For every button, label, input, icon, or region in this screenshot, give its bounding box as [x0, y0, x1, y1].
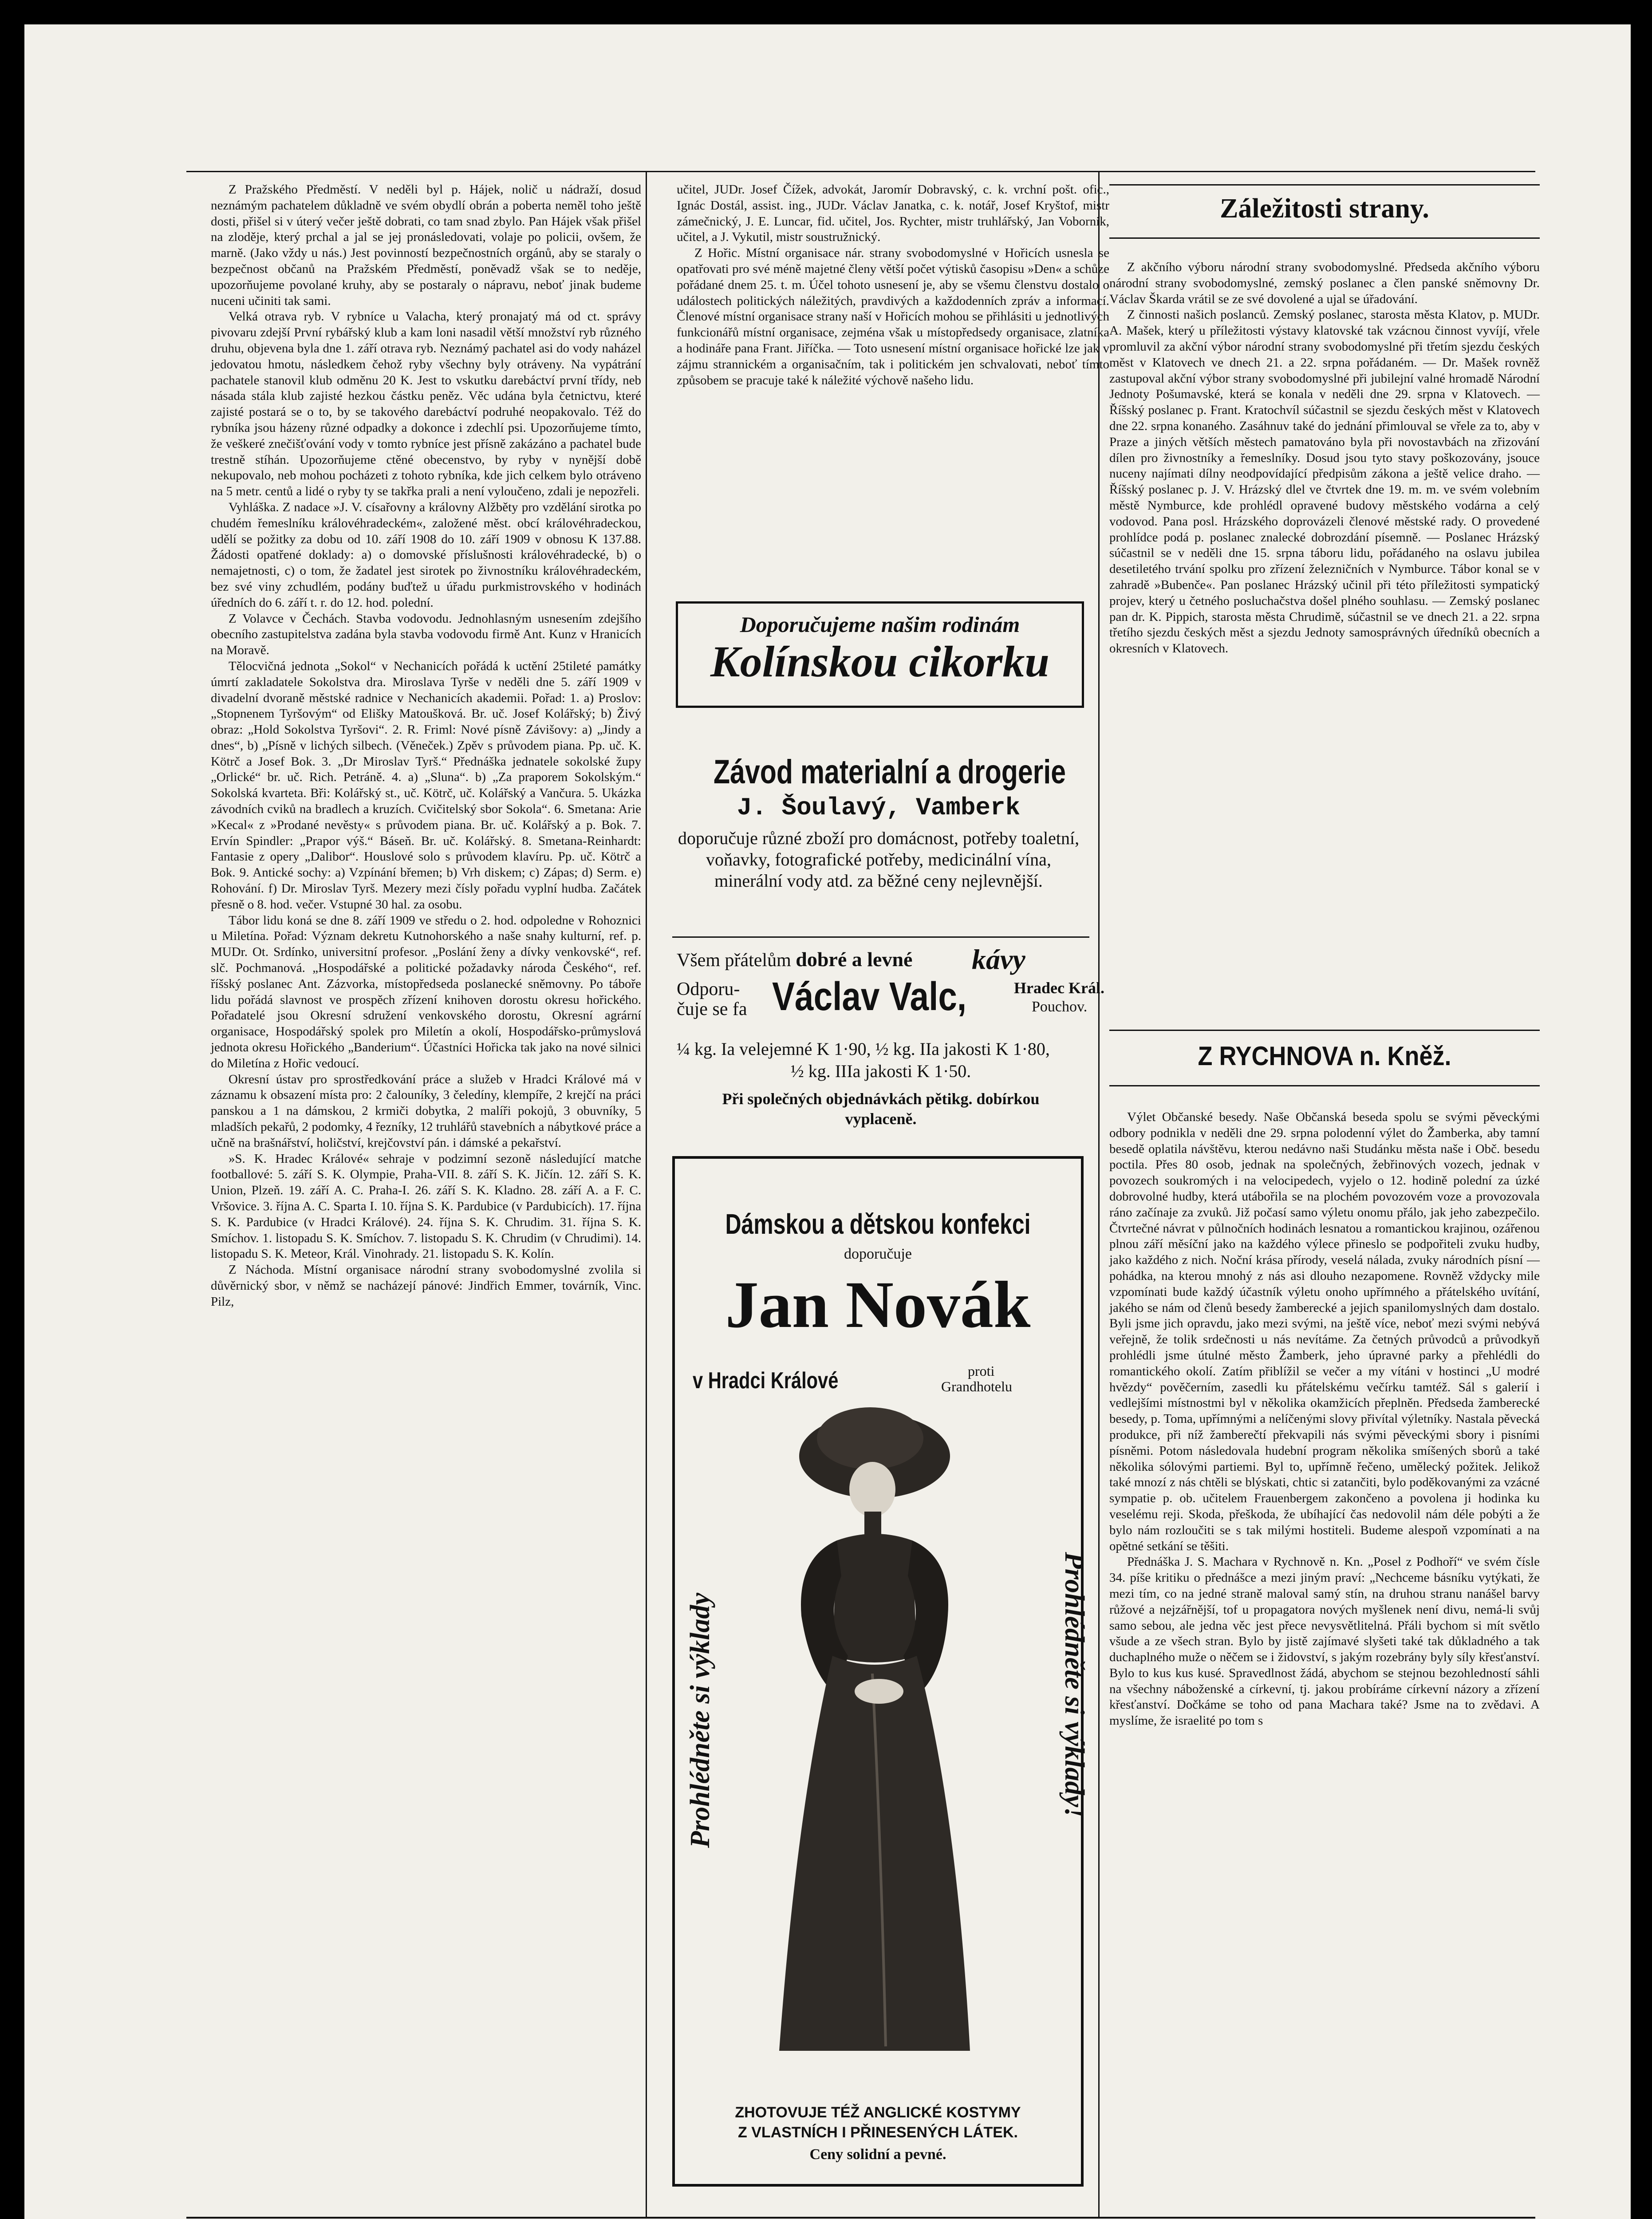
ad-novak-doporucuje: doporučuje — [844, 1246, 912, 1262]
ad-kava-prices2: ½ kg. IIIa jakosti K 1·50. — [790, 1061, 971, 1081]
bodice-shape — [832, 1534, 917, 1662]
ad-drogerie — [672, 752, 1085, 892]
ad-novak-bottom3: Ceny solidní a pevné. — [809, 2146, 946, 2163]
ad-novak-name: Jan Novák — [725, 1268, 1031, 1342]
col3-rule-4 — [1109, 1085, 1540, 1086]
column-2 — [677, 182, 1109, 388]
ad-kava-cuje: čuje se fa — [677, 999, 747, 1019]
lady-illustration — [770, 1407, 979, 2064]
face-shape — [849, 1462, 895, 1517]
ad-kava-note2: vyplaceně. — [845, 1110, 917, 1128]
section-heading-rychnov: Z RYCHNOVA n. Kněž. — [1198, 1041, 1451, 1071]
column-divider-right — [1098, 171, 1100, 2217]
ad-novak-side-left: Prohlédněte si výklady — [685, 1592, 716, 1848]
article-tabor-lidu: Tábor lidu koná se dne 8. září 1909 ve středu o 2. hod. odpoledne v Rohoznici u Miletína. Pořad: Význam dekretu Kutnohorského a naše snahy kulturní, ref. p. MUDr. Ot. Srdínko, universitní profesor. „Poslání ženy a dívky venkovské“, ref. slč. Pochmanová. „Hospodářské a politické požadavky národa Českého“, ref. říšský poslanec Ant. Zázvorka, místopředseda poslanecké sněmovny. Po táboře lidu pořádá slavnost ve prospěch zřízení knihoven dorostu okresu hořického. Pořadatelé jsou Okresní sdružení venkovského dorostu, Okresní agrární organisace, Hospodářský spolek pro Miletín a okolí, Hospodářsko-průmyslová jednota okresu Hořického „Banderium“. Účastníci Hořicka tak jako na nové silnici do Miletína z Hořic vedoucí. — [211, 913, 641, 1070]
ad-kava — [672, 943, 1104, 1134]
newspaper-page — [24, 24, 1631, 2219]
col3-rule-3 — [1109, 1030, 1540, 1031]
article-nachod-continued: učitel, JUDr. Josef Čížek, advokát, Jaromír Dobravský, c. k. vrchní pošt. ofic., Ignác Dostál, assist. ing., JUDr. Václav Janatka, c. k. notář, Josef Kryštof, mistr zámečnický, J. E. Luncar, fid. učitel, Jos. Rychter, mistr truhlářský, Jan Vobornik, učitel, a J. Vykutil, mistr soustružnický. — [677, 182, 1109, 245]
footer-rule — [186, 2217, 1535, 2219]
ad-kava-prices1: ¼ kg. Ia velejemné K 1·90, ½ kg. IIa jakosti K 1·80, — [677, 1039, 1050, 1059]
column-3 — [1109, 260, 1540, 657]
article-vylet-besedy: Výlet Občanské besedy. Naše Občanská beseda spolu se svými pěveckými odbory podnikla v neděli dne 29. srpna polodenní výlet do Žamberka, aby tamní besedě oplatila návštěvu, kterou nedávno naši Studánku města naše i Obč. besedu poctila. Přes 80 osob, jednak na společných, žebřinových vozech, jednak v povozech soukromých i na velocipedech, vyjelo o 12. hodině polední za úzké dobrovolné hudby, která utábořila se na plochém povozovém voze a provozovala ráno začínaje za zvuků. Již počasí samo výletu onomu přálo, jak jeho zabezpečilo. Čtvrtečné návrat v půlnočních hodinách lesnatou a romantickou krajinou, ozářenou plnou září měsíční jako na každého výlece přineslo se podpořiteli zvuku hudby, jako každého z nich. Noční krása přírody, veselá nálada, zvuky národních písní — pohádka, na kterou mnohý z nás asi dlouho nezapomene. Rovněž vždycky mile vzpomínati bude každý účastník výletu onoho upřímného a přátelského uvítání, jakého se nám od členů besedy žamberecké a jejich spanilomyslných dam dostalo. Byli jsme jich opravdu, jako mezi svými, na ještě více, neboť mezi svými nebývá veřejně, že tolik srdečnosti u nás nevítáme. Za četných průvodců a průvodkyň prohlédli jsme útulné město Žamberk, jeho úpravné parky a přehlédli do romantického okolí. Zatím přiblížil se večer a my vítáni v hostinci „U modré hvězdy“ pověčerním, zasedli ku přátelskému večírku tamtéž. Sál s galerií i vedlejšími místnostmi byl v několika okamžicích přeplněn. Předseda žamberecké besedy, p. Toma, upřímnými a nelíčenými slovy přivítal výletníky. Nastala pěvecká produkce, při níž žamberečtí překvapili nás svými pěveckými sbory i pisními písněmi. Potom následovala hudební program několika smíšených sborů a také několika sólovými partiemi. Byl to, upřímně řečeno, umělecký požitek. Jelikož také mnozí z nás chtěli se blýskati, chtic si zatančiti, bylo poděkovanými za vzácné sympatie p. ob. učitelem Frauenbergem zakončeno a povolena ji hodinka ku veselému reji. Skoda, přeškoda, že ubíhající čas nedovolil nám déle pobýti a že bylo nám rozloučiti se s tak milými hostiteli. Budeme alespoň vzpomínati a na opětné setkání se těšiti. — [1109, 1110, 1540, 1553]
ad-cikorka-line1: Doporučujeme našim rodinám — [740, 612, 1020, 637]
hat-crown — [817, 1407, 923, 1469]
ad-drogerie-text: doporučuje různé zboží pro domácnost, potřeby toaletní, voňavky, fotografické potřeby, medicinální vína, minerální vody atd. za běžné ceny nejlevnější. — [678, 828, 1080, 891]
ad-drogerie-owner: J. Šoulavý, Vamberk — [737, 794, 1021, 822]
ad-cikorka — [676, 601, 1084, 708]
ad-cikorka-brand: Kolínskou cikorku — [710, 637, 1050, 686]
article-machar: Přednáška J. S. Machara v Rychnově n. Kn. „Posel z Podhoří“ ve svém čísle 34. píše kritiku o přednášce a mezi jiným praví: „Nechceme básníku vytýkati, že mezi tím, co na jedné straně maloval samý stín, na druhou stranu nanášel barvy růžové a nejzářnější, tof u propagatora nových myšlenek není divu, nemá-li svůj samo sebou, ale jedna věc jest přece nevysvětlitelná. Přáli bychom si mít světlo všude a ze všech stran. Bylo by jistě zajímavé slyšeti také tak důkladného a tak duchaplného muže o něčem se i židovství, s jakým rozebrány byly síly křesťanství. Bylo to kus kus kusé. Spravedlnost žádá, abychom se stejnou bezohledností sáhli na všechny náboženské a církevní, tj. jakou probíráme církevní názory a zřízení křesťanství. Dočkáme se toho od pana Machara také? Jsme na to zvědavi. A myslíme, že israelité po tom s — [1109, 1555, 1540, 1728]
article-nachod: Z Náchoda. Místní organisace národní strany svobodomyslné zvolila si důvěrnický sbor, v němž se nacházejí pánové: Jindřich Emmer, továrník, Vinc. Pilz, — [211, 1263, 641, 1309]
col3-rule-top — [1109, 184, 1540, 186]
top-rule — [186, 171, 1535, 172]
article-sokol-nechanice: Tělocvičná jednota „Sokol“ v Nechanicích pořádá k uctění 25tileté památky úmrtí zakladatele Sokolstva dra. Miroslava Tyrše v neděli dne 5. září 1909 v divadelní dvoraně městské radnice v Nechanicích akademii. Pořad: 1. a) Proslov: „Stopnenem Tyršovým“ od Elišky Matoušková. Br. uč. Josef Kolářský; b) Živý obraz: „Hold Sokolstva Tyršovi“. 2. R. Friml: Nové písně Závišovy: a) „Jindy a dnes“, b) „Písně v lichých silbech. (Věneček.) Zpěv s průvodem piana. Pp. uč. K. Kötrč a Josef Bok. 3. „Dr Miroslav Tyrš.“ Přednáška jednatele sokolské župy „Orlické“ br. uč. Rich. Petráně. 4. a) „Sluna“. b) „Za praporem Sokolským.“ Sokolská kvarteta. Bři: Kolářský st., uč. Kötrč, uč. Kolářský a Vančura. 5. Ukázka závodních cviků na bradlech a kruzích. Cvičitelský sbor Sokola“. 6. Smetana: Arie »Kecal« z »Prodané nevěsty« s průvodem piana. Br. uč. Kolářský a p. Bok. 7. Ervín Spindler: „Prapor výš.“ Báseň. Br. uč. Kolářský. 8. Smetana-Reinhardt: Fantasie z opery „Dalibor“. Houslové solo s průvodem klavíru. Pp. uč. Kötrč a Bok. 9. Antické sochy: a) Vzpínání břemen; b) Vrh diskem; c) Zápas; d) Serm. e) Rohování. f) Dr. Miroslav Tyrš. Mezery mezi čísly pořadu vyplní hudba. Začátek přesně o 8. hod. večer. Vstupné 30 hal. za osobu. — [211, 659, 641, 912]
ad-kava-kavy: kávy — [972, 944, 1025, 975]
ad-novak-title: Dámskou a dětskou konfekci — [725, 1208, 1031, 1240]
article-okresni-ustav: Okresní ústav pro sprostředkování práce a služeb v Hradci Králové má v záznamu k obsazení místa pro: 2 čalouníky, 3 čeledíny, klempíře, 2 krejčí na práci panskou a 1 na dámskou, 2 krmiči dobytka, 2 malíři pokojů, 3 obuvníky, 5 mladších pekařů, 2 podomky, 4 řezníky, 12 truhlářů stavebních a nábytkové práce a učně na brašnářství, holičství, krejčovství pán. i dámské a pekařství. — [211, 1072, 641, 1150]
ad-kava-note1: Při společných objednávkách pětikg. dobírkou — [722, 1090, 1040, 1108]
ad-kava-line1b: dobré a levné — [796, 948, 913, 971]
article-prazske-predmesti: Z Pražského Předměstí. V neděli byl p. Hájek, nolič u nádraží, dosud neznámým pachatelem důkladně ve svém obydlí obrán a poberta neměl toho ještě dosti, přišel si v úterý večer ještě dobrati, co tam snad zbylo. Pan Hájek však přišel na zloděje, který prchal a jal se jej pronásledovati, volaje po policii, ovšem, že marně. (Jako vždy u nás.) Jest povinností bezpečnostních orgánů, aby se staraly o bezpečnost občanů na Pražském Předměstí, poněvadž však se to neděje, upozorňujeme povolané kruhy, aby se postaraly o nápravu, neboť jinak budeme nuceni učiniti tak sami. — [211, 182, 641, 308]
article-vyhlaska: Vyhláška. Z nadace »J. V. císařovny a královny Alžběty pro vzdělání sirotka po chudém řemeslníku královéhradeckém«, založené měst. obcí královéhradeckou, udělí se požitky za dobu od 10. září 1908 do 10. září 1909 v obnosu K 137.88. Žádosti opatřené doklady: a) o domovské příslušnosti královéhradecké, b) o nemajetnosti, c) o tom, že žadatel jest sirotek po živnostníku královéhradeckém, bez své viny zchudlém, podány buďtež u úřadu purkmistrovského v hodinách úředních do 6. září t. r. do 12. hod. polední. — [211, 500, 641, 610]
ad-novak-proti2: Grandhotelu — [941, 1378, 1012, 1394]
col3-rule-2 — [1109, 237, 1540, 239]
ad-kava-place2: Pouchov. — [1032, 999, 1088, 1015]
article-cinnost-poslancu: Z činnosti našich poslanců. Zemský poslanec, starosta města Klatov, p. MUDr. A. Mašek, který u příležitosti výstavy klatovské tak vzácnou činnost vyvíjí, vřele promluvil za akční výbor národní strany svobodomyslné při třetím sjezdu českých měst v Klatovech ve dnech 21. a 22. srpna pořádaném. — Dr. Mašek rovněž zastupoval akční výbor strany svobodomyslné při jubilejní valné hromadě Národní Jednoty Pošumavské, která se konala v neděli dne 29. srpna v Klatovech. — Říšský poslanec p. Frant. Kratochvíl súčastnil se sjezdu českých měst v Klatovech dne 22. srpna konaného. Zasáhnuv také do jednání přimlouval se vřele za to, aby v Praze a jiných větších městech pamatováno byla při novostavbách na zřizování dílen pro živnostníky a řemeslníky. Dosud jsou tyto stavy poškozovány, jsouce nuceny najímati dílny neodpovídající předpisům zákona a ještě velice draho. — Říšský poslanec p. J. V. Hrázský dlel ve čtvrtek dne 19. m. m. ve svém volebním městě Nymburce, kde prohlédl opravené budovy městského vodárna a celý vodovod. Pana posl. Hrázského doprovázeli členové městské rady. O provedené prohlídce podá p. poslanec znalecké dobrozdání písemně. — Poslanec Hrázský súčastnil se v neděli dne 15. srpna táboru lidu, pořádaného na oslavu jubilea desetiletého trvání spolku pro zřízení železničních v Nymburce. Tábor konal se v zahradě »Bubenče«. Pan poslanec Hrázský učinil při této příležitosti sympatický projev, který u četného posluchačstva došel plného souhlasu. — Zemský poslanec pan dr. K. Pippich, starosta města Chrudimě, súčastnil se ve dnech 21. a 22. srpna třetího sjezdu českých měst a sjezdu Jednoty samosprávných úředníků obecních a okresních v Klatovech. — [1109, 308, 1540, 656]
article-akcni-vybor: Z akčního výboru národní strany svobodomyslné. Předseda akčního výboru národní strany svobodomyslné, zemský poslanec a člen panské sněmovny Dr. Václav Škarda vrátil se ze své dovolené a ujal se úřadování. — [1109, 260, 1540, 306]
ad-kava-place1: Hradec Král. — [1014, 979, 1104, 997]
ad-kava-line1: Všem přátelům — [677, 950, 791, 971]
ad-novak-proti1: proti — [968, 1363, 995, 1379]
column-1 — [211, 182, 641, 1310]
ad-novak-bottom2: Z VLASTNÍCH I PŘINESENÝCH LÁTEK. — [738, 2124, 1018, 2141]
article-football: »S. K. Hradec Králové« sehraje v podzimní sezoně následující matche footballové: 5. září S. K. Olympie, Praha-VII. 8. září S. K. Jičín. 12. září S. K. Union, Plzeň. 19. září A. C. Praha-I. 26. září S. K. Kladno. 28. září A. a F. C. Vršovice. 3. října A. C. Sparta I. 10. října S. K. Pardubice (v Pardubicích). 17. října S. K. Pardubice (v Hradci Králové). 24. října S. K. Chrudim. 31. října S. K. Smíchov. 1. listopadu S. K. Smíchov. 7. listopadu S. K. Chrudim (v Chrudimi). 14. listopadu S. K. Meteor, Král. Vinohrady. 21. listopadu S. K. Kolín. — [211, 1151, 641, 1261]
ad-drogerie-title: Závod materialní a drogerie — [714, 753, 1066, 791]
ad-novak-bottom1: ZHOTOVUJE TÉŽ ANGLICKÉ KOSTYMY — [735, 2104, 1021, 2121]
article-volavec: Z Volavce v Čechách. Stavba vodovodu. Jednohlasným usnesením zdejšího obecního zastupitelstva zadána byla stavba vodovodu firmě Ant. Kunz v Hranicích na Moravě. — [211, 611, 641, 658]
ad-novak-side-right: Prohlédněte si výklady! — [1059, 1552, 1090, 1818]
column-divider-left — [646, 171, 647, 2217]
article-horice: Z Hořic. Místní organisace nár. strany svobodomyslné v Hořicích usnesla se opatřovati pro své méně majetné členy větší počet výtisků časopisu »Den« a schůze pořádané dnem 25. t. m. Účel tohoto usnesení je, aby se všemu členstvu dostalo o událostech politických náležitých, pravdivých a každodenních zpráv a informací. Členové místní organisace strany naší v Hořicích mohou se přihlásiti u jednotlivých funkcionářů místní organisace, zejména však u místopředsedy organisace, zlatníka a hodináře pana Frant. Jiříčka. — Toto usnesení místní organisace hořické lze jak v zájmu strannickém a organisačním, tak i politickém jen schvalovati, neboť tímto způsobem se pracuje také k náležité výchově našeho lidu. — [677, 246, 1109, 387]
ad-drogerie-rule — [672, 936, 1089, 938]
column-3-rychnov — [1109, 1110, 1540, 1729]
ad-kava-odporu: Odporu- — [677, 979, 740, 999]
section-heading-zalezitosti: Záležitosti strany. — [1220, 193, 1429, 224]
ad-kava-name: Václav Valc, — [772, 975, 967, 1019]
ad-novak — [672, 1156, 1090, 2187]
hands-shape — [855, 1679, 903, 1704]
article-otrava-ryb: Velká otrava ryb. V rybníce u Valacha, který pronajatý má od ct. správy pivovaru zdejší První rybářský klub a kam loni nasadil větší množství ryb různého druhu, objevena byla dne 1. září otrava ryb. Neznámý pachatel asi do vody naházel jedovatou hmotu, následkem čehož ryby všechny byly otráveny. Na vypátrání pachatele stanovil klub odměnu 20 K. Jest to vskutku darebáctví první třídy, neb násada stála klub zajisté hezkou částku peněz. Věc udána byla četnictvu, které zajisté postará se o to, by se takového darebáctví podruhé neopakovalo. Též do rybníka jsou házeny různé odpadky a dokonce i zdechlí psi. Upozorňujeme tímto, že veškeré znečišťování vody v tomto rybníce jest přísně zakázáno a pachatel bude trestně stíhán. Upozorňujeme ctěné obecenstvo, by ryby v nynější době nekupovalo, neb mohou pocházeti z tohoto rybníka, kde jich celkem bylo otráveno na 5 metr. centů a lidé o ryby ty se takřka prali a není vyloučeno, zdali je nepozřeli. — [211, 309, 641, 499]
ad-novak-place: v Hradci Králové — [693, 1368, 839, 1394]
